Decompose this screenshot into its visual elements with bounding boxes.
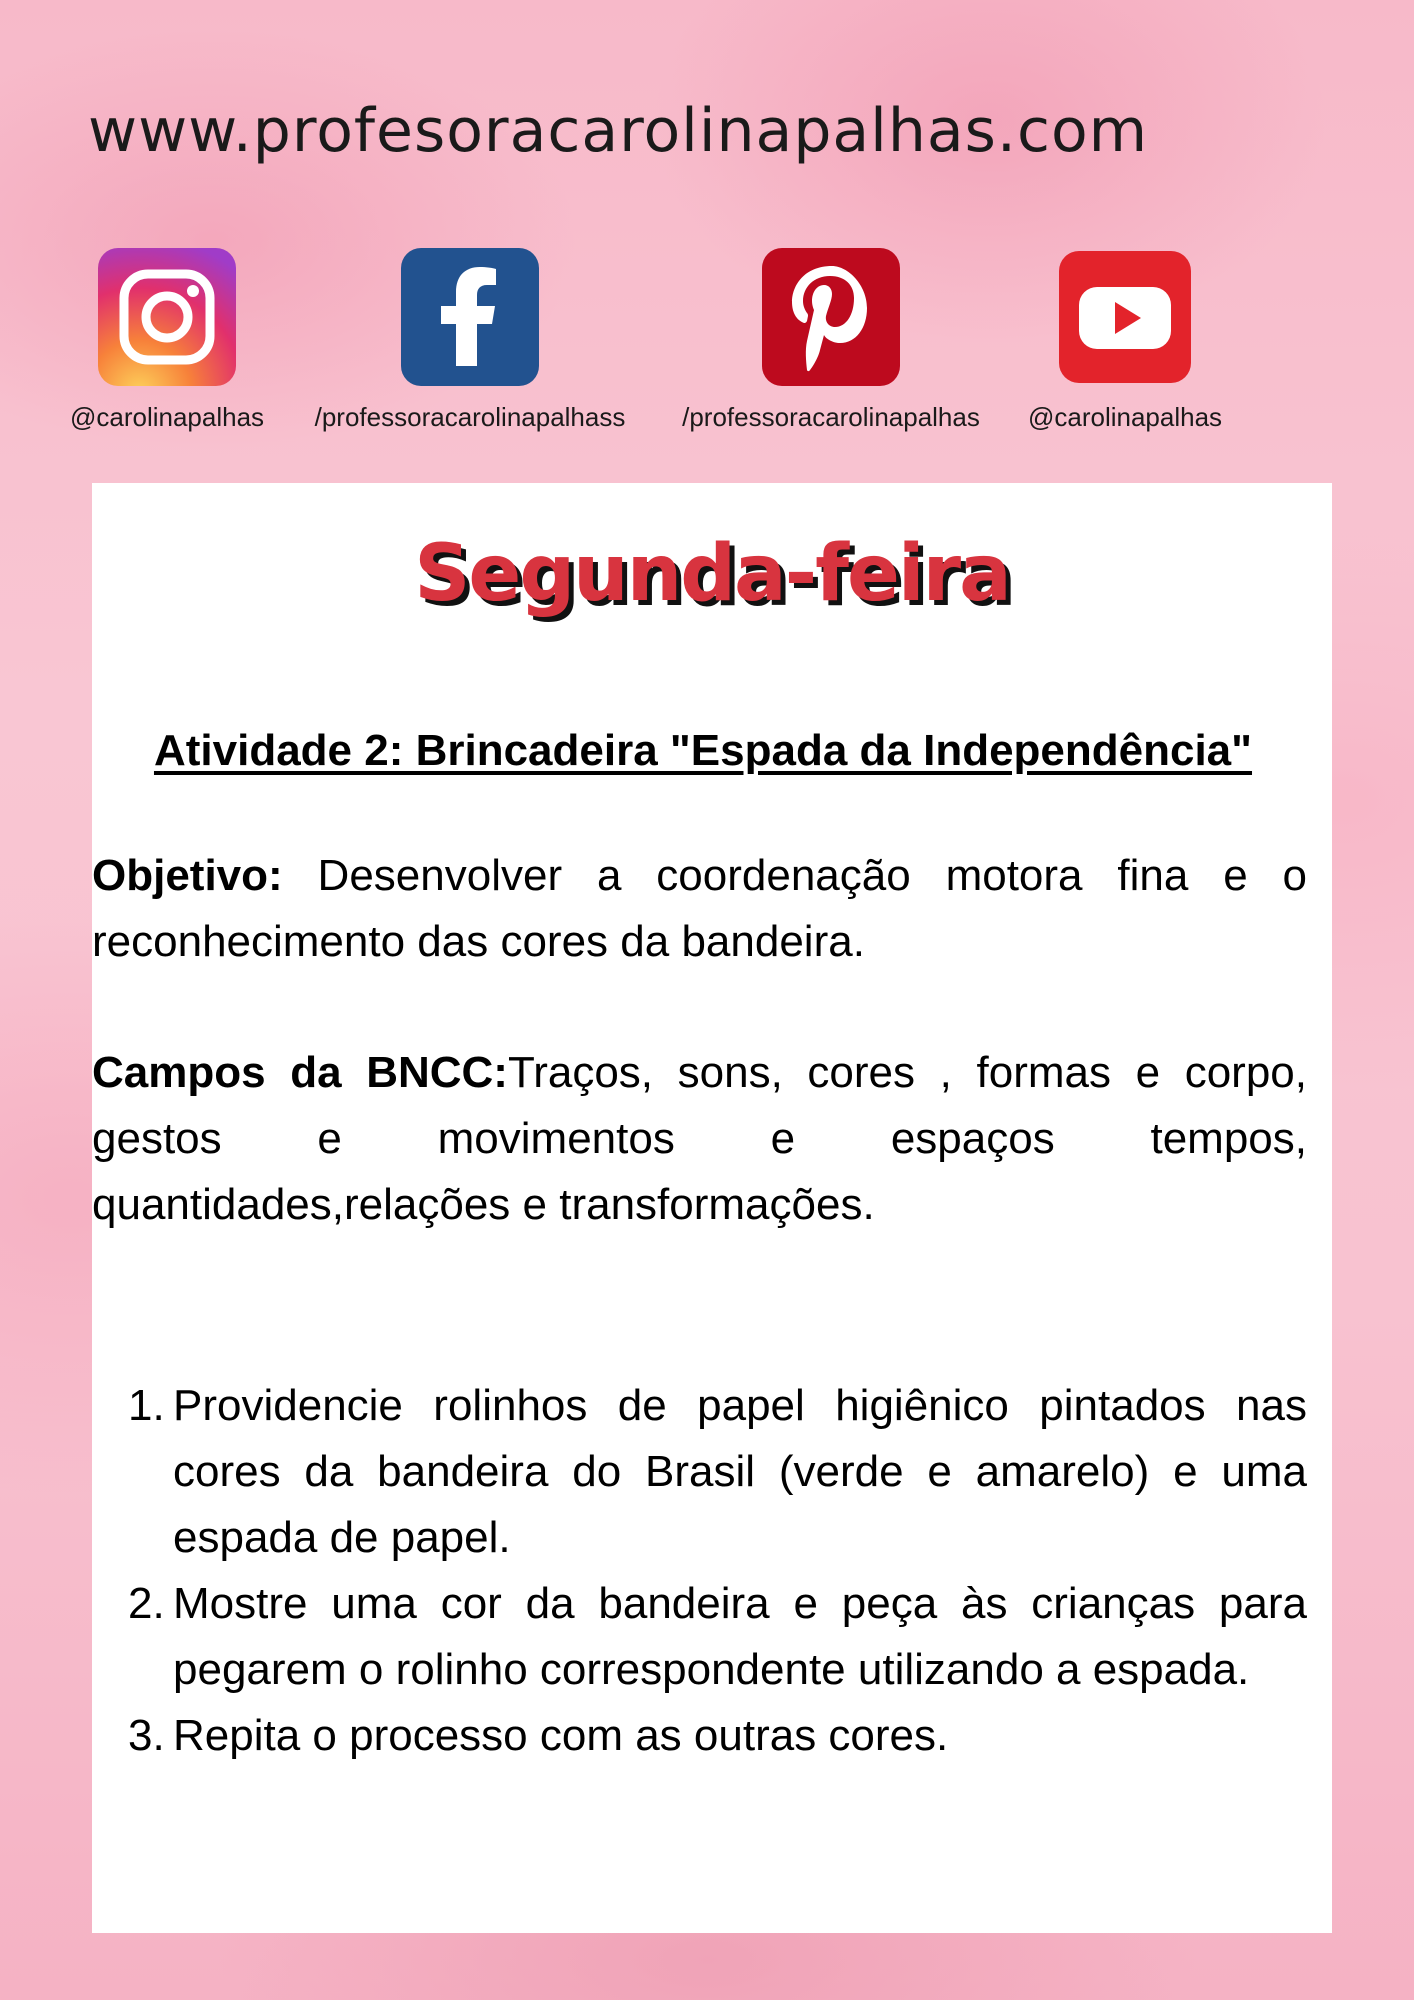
step-text: Providencie rolinhos de papel higiênico pintados nas cores da bandeira do Brasil (verde e amarelo) e uma espada de papel.: [173, 1381, 1307, 1562]
bncc-fields-paragraph: [92, 1040, 1307, 1238]
social-youtube[interactable]: [1015, 248, 1235, 433]
site-url: www.profesoracarolinapalhas.com: [88, 96, 1149, 166]
social-pinterest[interactable]: [666, 248, 996, 433]
list-item: [92, 1373, 1307, 1571]
step-text: Mostre uma cor da bandeira e peça às crianças para pegarem o rolinho correspondente utilizando a espada.: [173, 1579, 1307, 1694]
facebook-handle: /professoracarolinapalhass: [314, 402, 626, 432]
list-item: [92, 1571, 1307, 1703]
instagram-handle: @carolinapalhas: [69, 402, 265, 432]
step-number: 2.: [128, 1579, 165, 1628]
list-item: [92, 1703, 1307, 1769]
youtube-icon[interactable]: [1059, 251, 1191, 383]
bncc-fields-text: Traços, sons, cores , formas e corpo, gestos e movimentos e espaços tempos, quantidades,relações e transformações.: [92, 1048, 1307, 1229]
facebook-icon[interactable]: [401, 248, 539, 386]
step-text: Repita o processo com as outras cores.: [173, 1711, 949, 1760]
bncc-fields-label: Campos da BNCC:: [92, 1048, 508, 1097]
objective-label: Objetivo:: [92, 851, 283, 900]
social-facebook[interactable]: [300, 248, 640, 433]
day-title: Segunda-feira: [414, 529, 1010, 619]
step-number: 1.: [128, 1381, 165, 1430]
activity-card: [92, 483, 1332, 1933]
instagram-icon[interactable]: [98, 248, 236, 386]
objective-text: Desenvolver a coordenação motora fina e o reconhecimento das cores da bandeira.: [92, 851, 1307, 966]
social-links: [0, 248, 1414, 448]
pinterest-icon[interactable]: [762, 248, 900, 386]
steps-list: [92, 1373, 1307, 1769]
pinterest-handle: /professoracarolinapalhas: [682, 402, 980, 432]
activity-title: Atividade 2: Brincadeira "Espada da Independência": [153, 726, 1253, 775]
social-instagram[interactable]: [62, 248, 272, 433]
step-number: 3.: [128, 1711, 165, 1760]
objective-paragraph: [92, 843, 1307, 975]
youtube-handle: @carolinapalhas: [1027, 402, 1223, 432]
